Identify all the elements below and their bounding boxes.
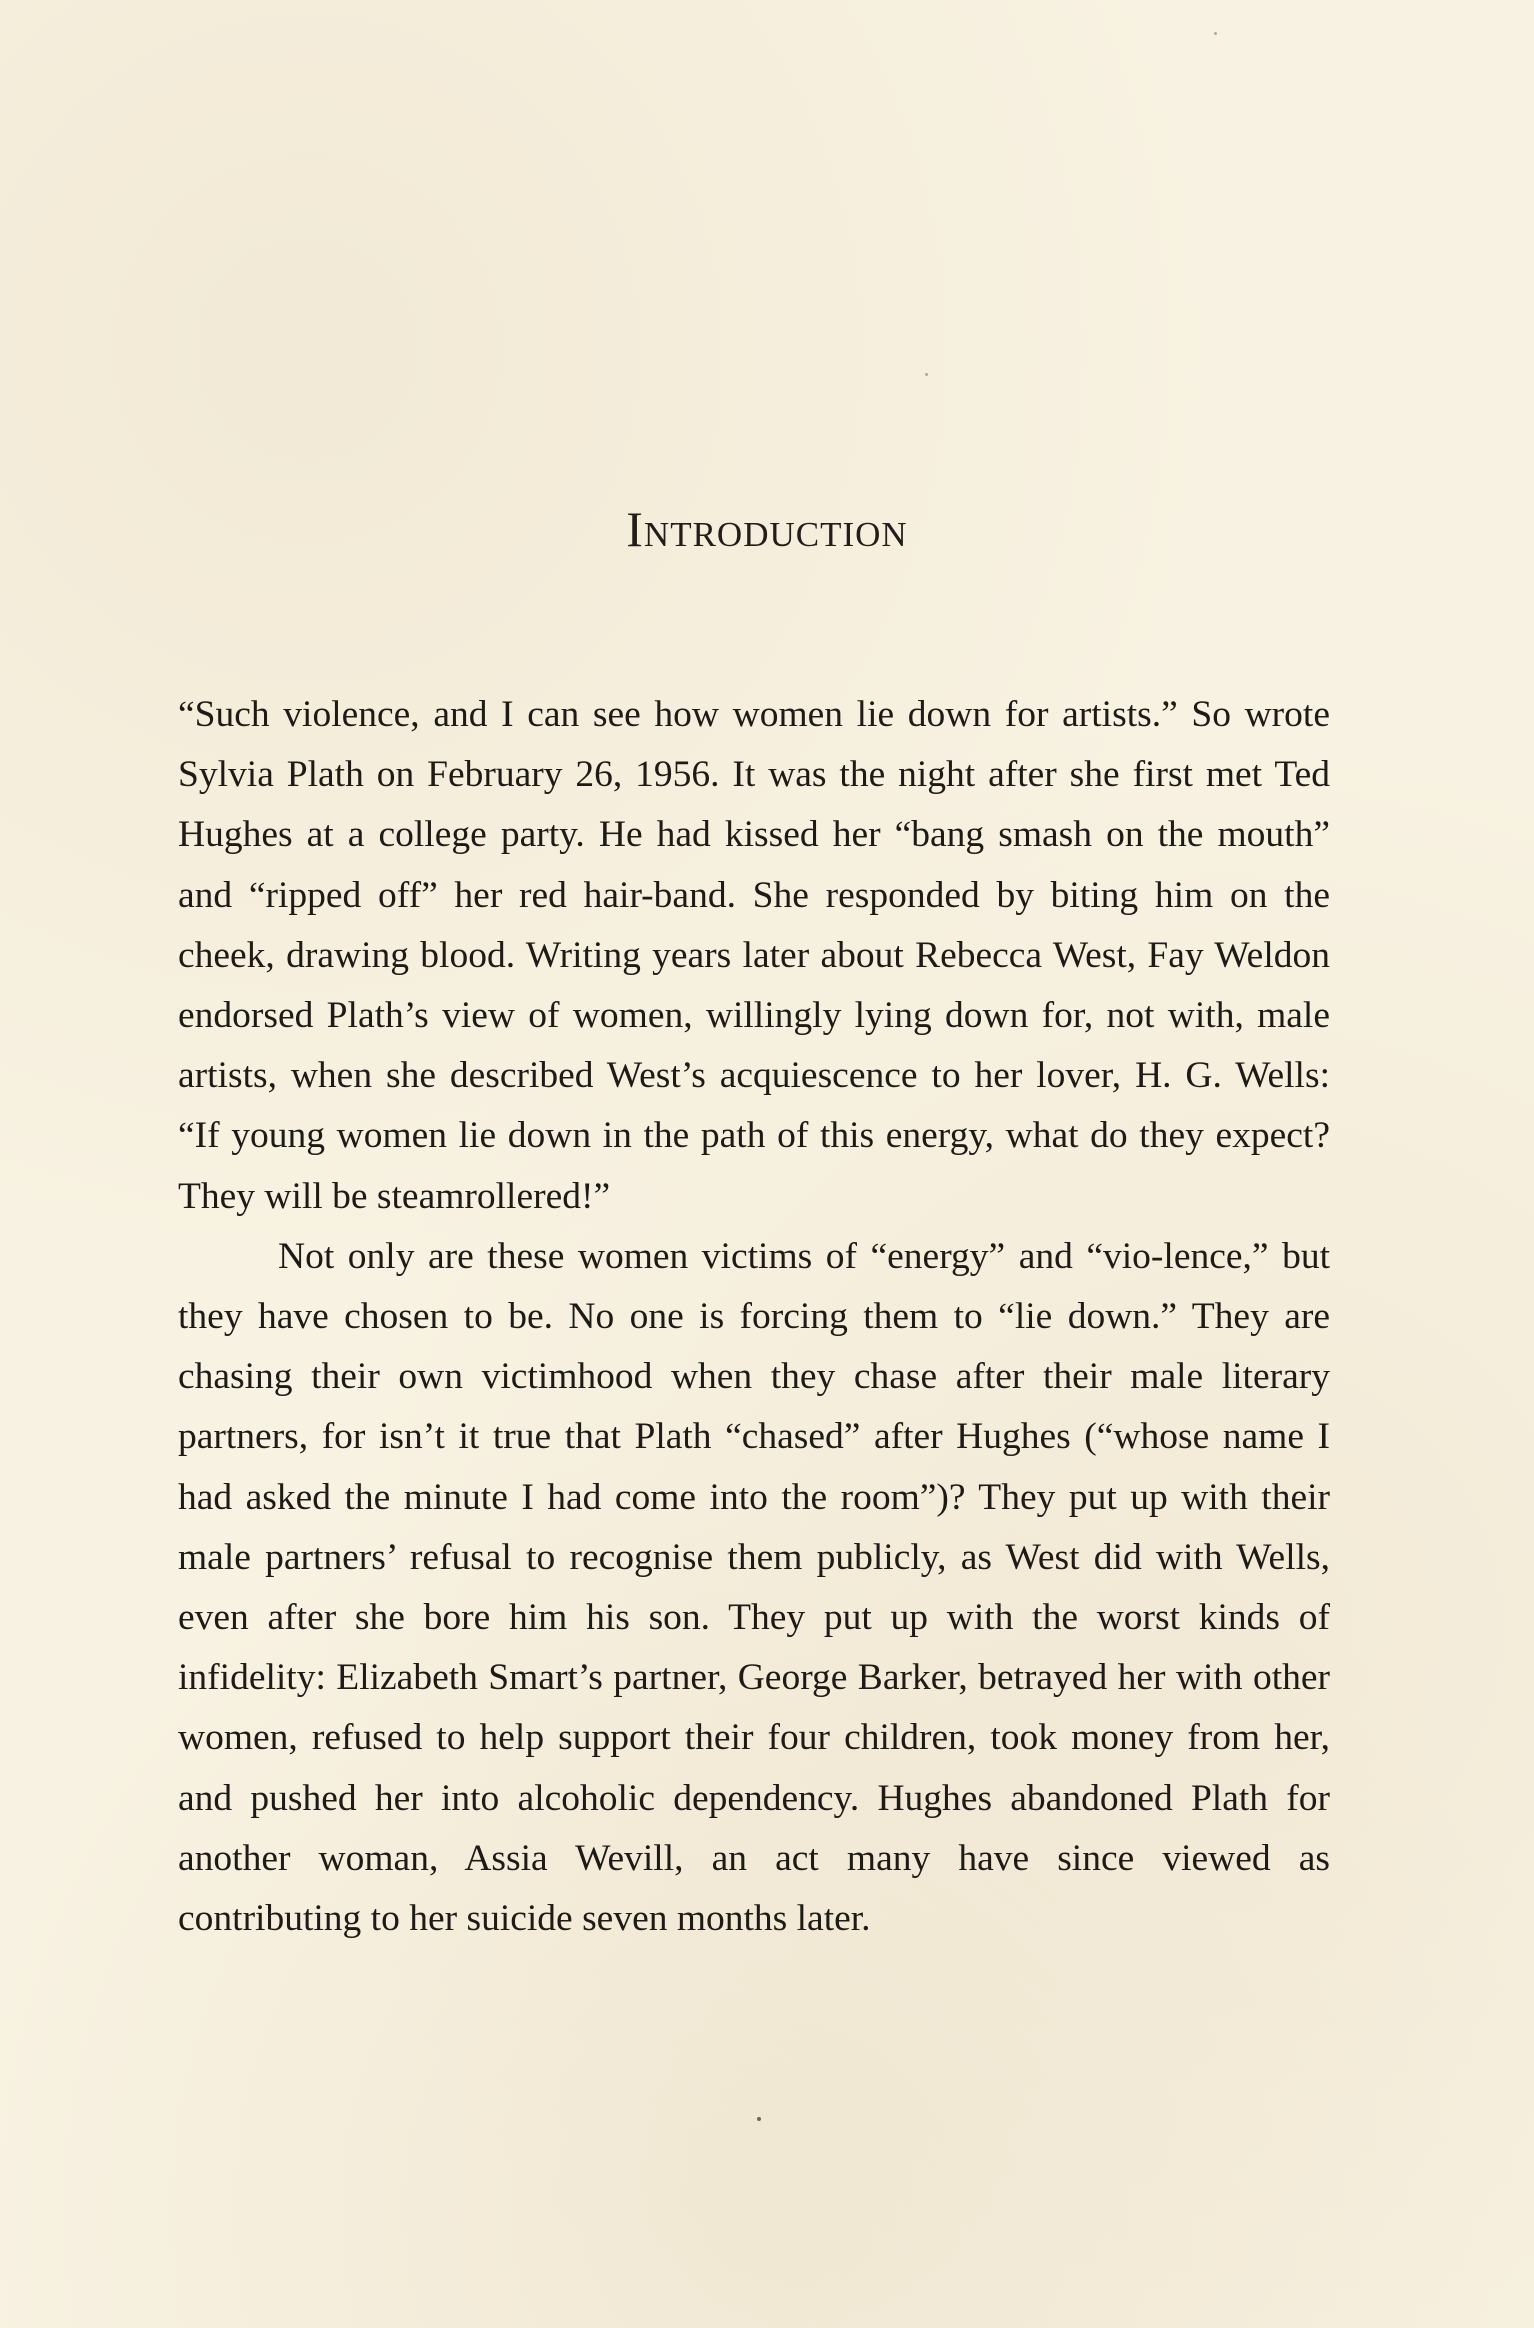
paragraph-1: “Such violence, and I can see how women lie down for artists.” So wrote Sylvia Plath on February 26, 1956. It was the night after she first met Ted Hughes at a college party. He had kissed her “bang smash on the mouth” and “ripped off” her red hair-band. She responded by biting him on the cheek, drawing blood. Writing years later about Rebecca West, Fay Weldon endorsed Plath’s view of women, willingly lying down for, not with, male artists, when she described West’s acquiescence to her lover, H. G. Wells: “If young women lie down in the path of this energy, what do they expect? They will be steamrollered!” <box>178 694 1330 1217</box>
paper-speck <box>1214 32 1217 35</box>
paragraph-2: Not only are these women victims of “energy” and “vio-lence,” but they have chosen to be. No one is forcing them to “lie down.” They are chasing their own victimhood when they chase after their male literary partners, for isn’t it true that Plath “chased” after Hughes (“whose name I had asked the minute I had come into the room”)? They put up with their male partners’ refusal to recognise them publicly, as West did with Wells, even after she bore him his son. They put up with the worst kinds of infidelity: Elizabeth Smart’s partner, George Barker, betrayed her with other women, refused to help support their four children, took money from her, and pushed her into alcoholic dependency. Hughes abandoned Plath for another woman, Assia Wevill, an act many have since viewed as contributing to her suicide seven months later. <box>178 1235 1330 1940</box>
body-text <box>178 685 1330 1949</box>
paper-speck <box>757 2117 761 2121</box>
paper-speck <box>925 373 928 376</box>
chapter-title: Introduction <box>626 501 908 557</box>
